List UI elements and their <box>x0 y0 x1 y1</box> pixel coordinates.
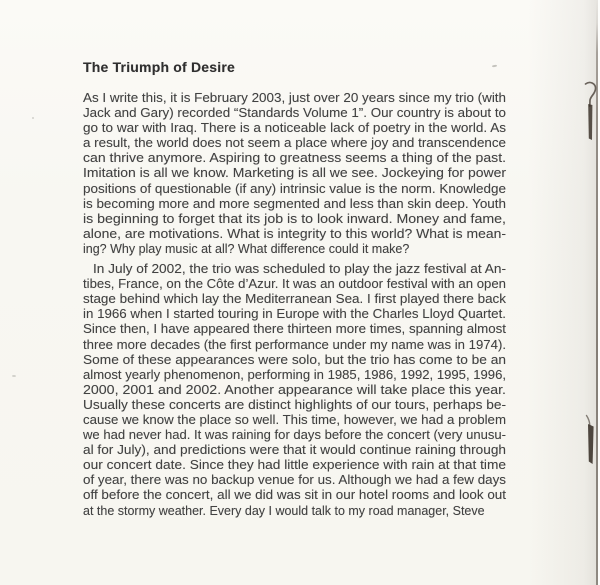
text-line: Usually these concerts are distinct highlights of our tours, perhaps be- <box>83 397 506 412</box>
text-line: a result, the world does not seem a place where joy and transcendence <box>83 136 506 151</box>
text-line: tibes, France, on the Côte d’Azur. It was an outdoor festival with an open <box>83 277 507 292</box>
text-line: of year, there was no backup venue for us. Although we had a few days <box>83 473 506 488</box>
text-line: is becoming more and more segmented and less than skin deep. Youth <box>83 196 506 211</box>
text-line: three more decades (the first performance under my name was in 1974). <box>83 337 506 352</box>
text-line: we had never had. It was raining for days before the concert (very unusu- <box>83 428 506 443</box>
text-line: is beginning to forget that its job is to look inward. Money and fame, <box>83 211 506 226</box>
text-column <box>83 58 506 519</box>
body-text <box>83 91 506 519</box>
text-line: at the stormy weather. Every day I would talk to my road manager, Steve <box>83 503 485 518</box>
text-line: cause we know the place so well. This time, however, we had a problem <box>83 412 506 427</box>
text-line: 2000, 2001 and 2002. Another appearance will take place this year. <box>83 382 507 397</box>
text-line: almost yearly phenomenon, performing in 1985, 1986, 1992, 1995, 1996, <box>83 367 506 382</box>
text-line: off before the concert, all we did was sit in our hotel rooms and look out <box>83 488 506 503</box>
staple-top-icon <box>583 79 599 145</box>
text-line: Since then, I have appeared there thirteen more times, spanning almost <box>83 322 507 337</box>
text-line: Imitation is all we know. Marketing is all we see. Jockeying for power <box>83 166 506 181</box>
text-line: ing? Why play music at all? What difference could it make? <box>83 241 410 256</box>
text-line: stage behind which lay the Mediterranean Sea. I first played there back <box>83 292 506 307</box>
text-line: positions of questionable (if any) intrinsic value is the norm. Knowledge <box>83 181 507 196</box>
page-title: The Triumph of Desire <box>83 59 235 75</box>
paragraph <box>83 262 506 519</box>
text-line: can thrive anymore. Aspiring to greatness seems a thing of the past. <box>83 151 506 166</box>
text-line: al for July), and predictions were that it would continue raining through <box>83 443 507 458</box>
text-line: As I write this, it is February 2003, just over 20 years since my trio (with <box>83 91 506 105</box>
text-line: go to war with Iraq. There is a noticeable lack of poetry in the world. As <box>83 121 506 136</box>
text-line: alone, are motivations. What is integrity to this world? What is mean- <box>83 226 507 241</box>
text-line: Some of these appearances were solo, but the trio has come to be an <box>83 352 506 367</box>
scan-dust-speck <box>12 375 16 377</box>
staple-bottom-icon <box>584 413 598 469</box>
text-line: our concert date. Since they had little experience with rain at that time <box>83 458 506 473</box>
text-line: Jack and Gary) recorded “Standards Volume 1”. Our country is about to <box>83 106 507 121</box>
text-line: In July of 2002, the trio was scheduled to play the jazz festival at An- <box>93 262 506 277</box>
text-line: in 1966 when I started touring in Europe with the Charles Lloyd Quartet. <box>83 307 507 322</box>
paragraph <box>83 91 506 257</box>
scan-dust-speck <box>32 117 34 119</box>
